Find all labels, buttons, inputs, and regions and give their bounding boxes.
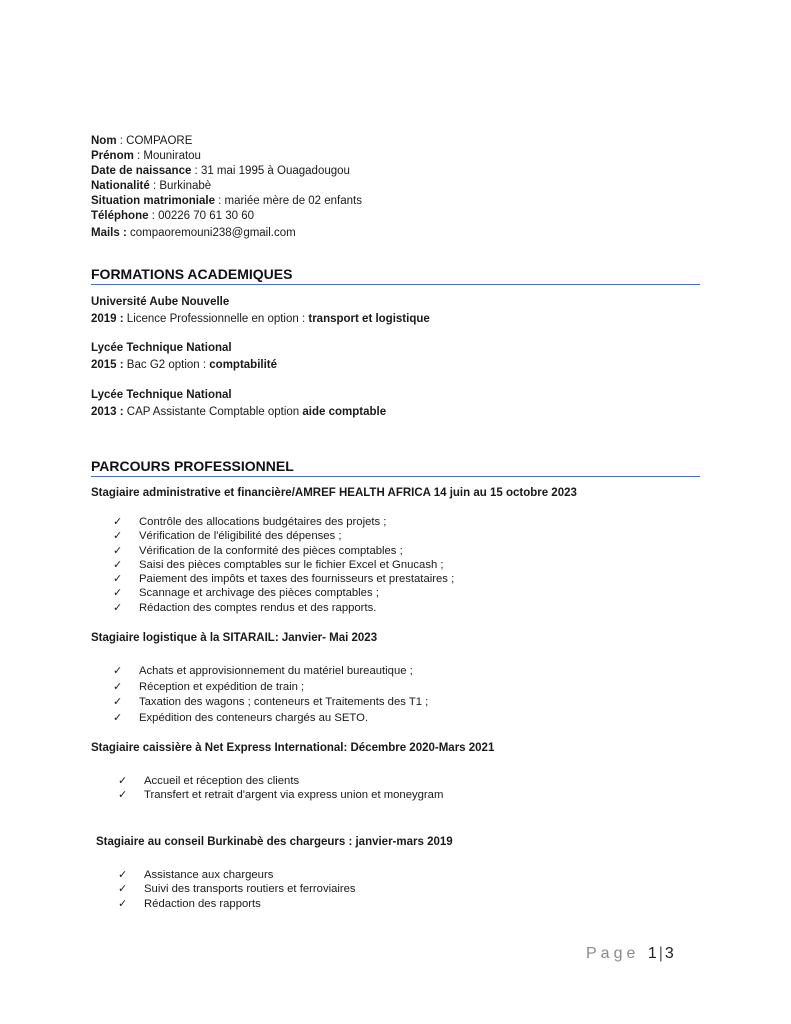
prenom-row: Prénom : Mouniratou <box>91 150 201 162</box>
checkmark-icon: ✓ <box>113 601 123 614</box>
checkmark-icon: ✓ <box>118 789 128 802</box>
list-item: ✓ Scannage et archivage des pièces comptables ; <box>113 587 379 600</box>
checkmark-icon: ✓ <box>113 558 123 571</box>
page-footer <box>586 945 676 963</box>
task-list <box>118 774 443 803</box>
list-item: ✓ Rédaction des comptes rendus et des rapports. <box>113 601 377 614</box>
nom-row: Nom : COMPAORE <box>91 135 193 147</box>
task-list <box>118 868 356 911</box>
checkmark-icon: ✓ <box>118 897 128 910</box>
job-title: Stagiaire logistique à la SITARAIL: Janvier- Mai 2023 <box>91 632 378 644</box>
mails-row: Mails : compaoremouni238@gmail.com <box>91 227 296 239</box>
list-item: ✓ Taxation des wagons ; conteneurs et Traitements des T1 ; <box>113 695 428 711</box>
checkmark-icon: ✓ <box>113 530 123 543</box>
checkmark-icon: ✓ <box>113 696 123 708</box>
job-title: Stagiaire administrative et financière/AMREF HEALTH AFRICA 14 juin au 15 octobre 2023 <box>91 487 577 499</box>
situation-row: Situation matrimoniale : mariée mère de 02 enfants <box>91 195 362 207</box>
page-word: Page <box>586 945 640 962</box>
personal-info <box>91 134 362 241</box>
list-item: ✓ Expédition des conteneurs chargés au SETO. <box>113 711 428 727</box>
page-number: 1 <box>647 945 659 962</box>
email-link[interactable]: compaoremouni238@gmail.com <box>126 227 296 239</box>
list-item: ✓ Transfert et retrait d'argent via express union et moneygram <box>118 789 444 802</box>
formation-item: Lycée Technique National 2015 : Bac G2 option : comptabilité <box>91 342 278 371</box>
list-item: ✓ Rédaction des rapports <box>118 897 261 910</box>
formations-title: FORMATIONS ACADEMIQUES <box>91 266 700 285</box>
list-item: ✓ Achats et approvisionnement du matériel bureautique ; <box>113 664 428 680</box>
formation-item: Lycée Technique National 2013 : CAP Assistante Comptable option aide comptable <box>91 389 387 418</box>
checkmark-icon: ✓ <box>118 883 128 896</box>
total-pages: 3 <box>664 945 676 962</box>
checkmark-icon: ✓ <box>113 665 123 677</box>
list-item: ✓ Accueil et réception des clients <box>118 775 300 787</box>
list-item: ✓ Vérification de l'éligibilité des dépenses ; <box>113 530 342 543</box>
checkmark-icon: ✓ <box>113 573 123 586</box>
list-item: ✓ Assistance aux chargeurs <box>118 869 274 881</box>
list-item: ✓ Suivi des transports routiers et ferroviaires <box>118 883 356 896</box>
list-item: ✓ Réception et expédition de train ; <box>113 680 428 696</box>
checkmark-icon: ✓ <box>113 516 123 528</box>
checkmark-icon: ✓ <box>113 711 123 724</box>
list-item: ✓ Saisi des pièces comptables sur le fichier Excel et Gnucash ; <box>113 558 444 571</box>
checkmark-icon: ✓ <box>113 587 123 600</box>
parcours-title: PARCOURS PROFESSIONNEL <box>91 458 700 477</box>
job-title: Stagiaire au conseil Burkinabè des chargeurs : janvier-mars 2019 <box>96 836 453 848</box>
list-item: ✓ Paiement des impôts et taxes des fournisseurs et prestataires ; <box>113 573 455 586</box>
naissance-row: Date de naissance : 31 mai 1995 à Ouagadougou <box>91 165 350 177</box>
formation-item: Université Aube Nouvelle 2019 : Licence Professionnelle en option : transport et logistique <box>91 296 430 325</box>
list-item: ✓ Contrôle des allocations budgétaires des projets ; <box>113 516 387 528</box>
task-list <box>113 515 454 615</box>
checkmark-icon: ✓ <box>118 869 128 881</box>
nationalite-row: Nationalité : Burkinabè <box>91 180 212 192</box>
job-title: Stagiaire caissière à Net Express International: Décembre 2020-Mars 2021 <box>91 742 495 754</box>
telephone-row: Téléphone : 00226 70 61 30 60 <box>91 210 255 222</box>
checkmark-icon: ✓ <box>113 544 123 557</box>
checkmark-icon: ✓ <box>113 680 123 693</box>
page-separator: | <box>658 945 665 962</box>
task-list <box>113 664 428 726</box>
list-item: ✓ Vérification de la conformité des pièces comptables ; <box>113 544 403 557</box>
checkmark-icon: ✓ <box>118 775 128 787</box>
